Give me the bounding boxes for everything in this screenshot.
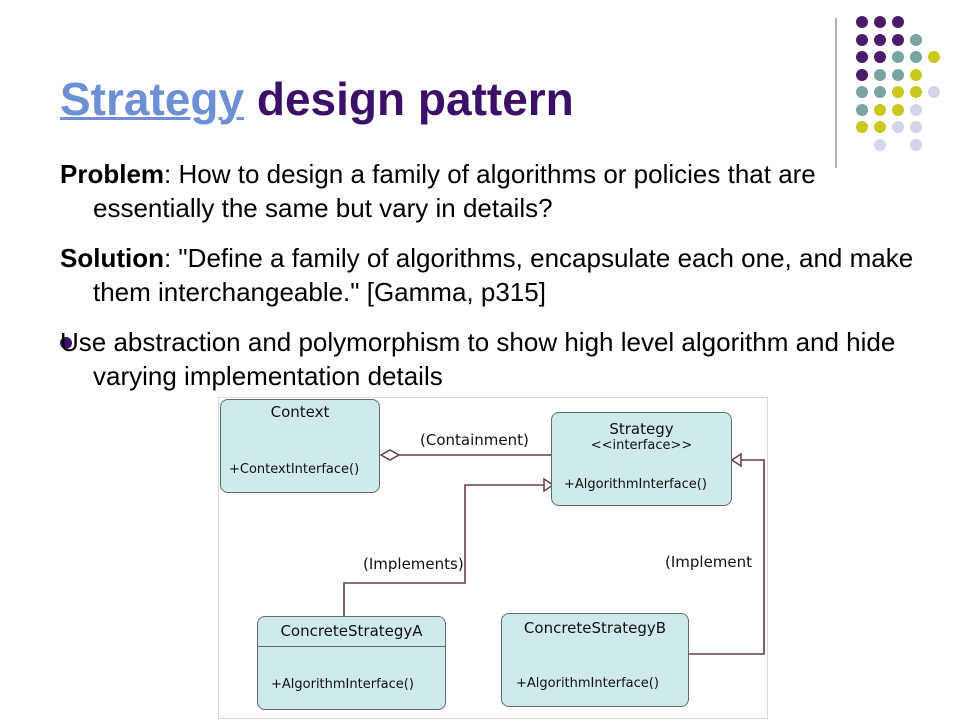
problem-text: : How to design a family of algorithms or policies that are essentially the same but vary in details? bbox=[93, 159, 816, 223]
context-class bbox=[220, 399, 380, 493]
context-class-operation: +ContextInterface() bbox=[229, 462, 360, 477]
slide-title bbox=[60, 74, 574, 125]
implements-a-line bbox=[344, 485, 545, 616]
concrete-strategy-b-operation: +AlgorithmInterface() bbox=[516, 676, 659, 691]
strategy-link[interactable]: Strategy bbox=[60, 73, 245, 125]
uml-diagram bbox=[218, 397, 768, 719]
class-separator bbox=[258, 646, 445, 647]
problem-label: Problem bbox=[60, 159, 165, 189]
solution-paragraph bbox=[60, 241, 943, 309]
strategy-interface bbox=[551, 412, 732, 506]
strategy-stereotype: <<interface>> bbox=[590, 438, 693, 453]
dot-cluster bbox=[856, 16, 940, 151]
containment-label: (Containment) bbox=[420, 431, 529, 449]
concrete-strategy-b-class bbox=[501, 613, 689, 707]
solution-text: : "Define a family of algorithms, encapsulate each one, and make them interchangeable." [Gamma, p315] bbox=[93, 243, 914, 307]
concrete-strategy-b-name: ConcreteStrategyB bbox=[523, 619, 667, 637]
problem-paragraph bbox=[60, 157, 943, 225]
aggregation-diamond bbox=[381, 450, 399, 460]
concrete-strategy-a-class bbox=[257, 616, 446, 710]
strategy-class-name: Strategy bbox=[609, 420, 674, 438]
bullet-paragraph: Use abstraction and polymorphism to show high level algorithm and hide varying implementation details bbox=[60, 327, 896, 391]
solution-label: Solution bbox=[60, 243, 164, 273]
title-rest: design pattern bbox=[244, 73, 574, 125]
strategy-operation: +AlgorithmInterface() bbox=[564, 477, 707, 492]
context-class-name: Context bbox=[270, 403, 330, 421]
implements-b-arrowhead bbox=[732, 454, 741, 466]
concrete-strategy-a-name: ConcreteStrategyA bbox=[280, 622, 423, 640]
implements-b-label: (Implement bbox=[665, 553, 753, 571]
concrete-strategy-a-operation: +AlgorithmInterface() bbox=[271, 677, 414, 692]
implements-a-label: (Implements) bbox=[363, 555, 464, 573]
